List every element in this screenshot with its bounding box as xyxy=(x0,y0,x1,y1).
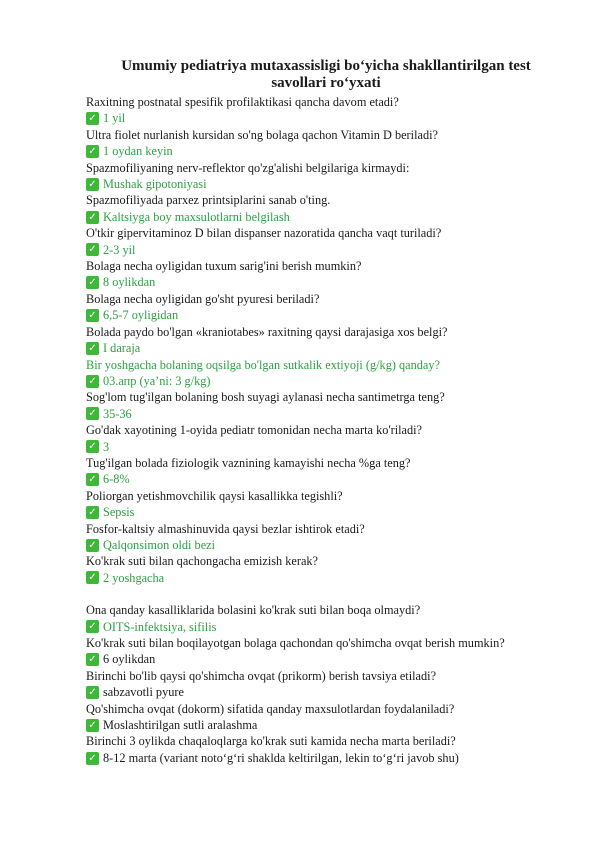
answer-line xyxy=(86,340,556,356)
check-mark-icon: ✓ xyxy=(86,653,99,666)
question-text: Bolaga necha oyligidan go'sht pyuresi beriladi? xyxy=(86,291,320,306)
answer-line xyxy=(86,373,556,389)
check-mark-icon: ✓ xyxy=(86,375,99,388)
question-list-2 xyxy=(86,602,556,766)
question-text: Birinchi 3 oylikda chaqaloqlarga ko'krak suti kamida necha marta beriladi? xyxy=(86,734,456,749)
answer-text: 6-8% xyxy=(103,472,130,487)
question-text: Bolaga necha oyligidan tuxum sarig'ini berish mumkin? xyxy=(86,259,362,274)
answer-text: 1 yil xyxy=(103,111,126,126)
answer-text: 6 oylikdan xyxy=(103,652,156,667)
question-text: Qo'shimcha ovqat (dokorm) sifatida qanday maxsulotlardan foydalaniladi? xyxy=(86,701,455,716)
answer-text: 8-12 marta (variant noto‘g‘ri shaklda keltirilgan, lekin to‘g‘ri javob shu) xyxy=(103,750,459,765)
question-text: Ona qanday kasalliklarida bolasini ko'krak suti bilan boqa olmaydi? xyxy=(86,603,421,618)
page-title: Umumiy pediatriya mutaxassisligi bo‘yicha shakllantirilgan test savollari ro‘yxati xyxy=(121,58,531,91)
answer-text: Mushak gipotoniyasi xyxy=(103,177,207,192)
check-mark-icon: ✓ xyxy=(86,342,99,355)
check-mark-icon: ✓ xyxy=(86,539,99,552)
answer-line xyxy=(86,651,556,667)
answer-text: 35-36 xyxy=(103,406,132,421)
answer-line xyxy=(86,274,556,290)
answer-text: 1 oydan keyin xyxy=(103,144,173,159)
check-mark-icon: ✓ xyxy=(86,506,99,519)
question-text: Bir yoshgacha bolaning oqsilga bo'lgan sutkalik extiyoji (g/kg) qanday? xyxy=(86,357,440,372)
answer-line xyxy=(86,570,556,586)
answer-line xyxy=(86,684,556,700)
question-text: Ultra fiolet nurlanish kursidan so'ng bolaga qachon Vitamin D beriladi? xyxy=(86,127,438,142)
answer-line xyxy=(86,110,556,126)
check-mark-icon: ✓ xyxy=(86,686,99,699)
answer-line xyxy=(86,619,556,635)
question-text: O'tkir gipervitaminoz D bilan dispanser nazoratida qancha vaqt turiladi? xyxy=(86,226,442,241)
check-mark-icon: ✓ xyxy=(86,473,99,486)
answer-line xyxy=(86,471,556,487)
check-mark-icon: ✓ xyxy=(86,407,99,420)
answer-text: Kaltsiyga boy maxsulotlarni belgilash xyxy=(103,209,290,224)
check-mark-icon: ✓ xyxy=(86,440,99,453)
answer-text: Sepsis xyxy=(103,505,135,520)
question-text: Bolada paydo bo'lgan «kraniotabes» raxitning qaysi darajasiga xos belgi? xyxy=(86,324,448,339)
check-mark-icon: ✓ xyxy=(86,719,99,732)
answer-line xyxy=(86,242,556,258)
answer-line xyxy=(86,537,556,553)
check-mark-icon: ✓ xyxy=(86,145,99,158)
answer-text: 2 yoshgacha xyxy=(103,570,165,585)
check-mark-icon: ✓ xyxy=(86,243,99,256)
answer-text: 8 oylikdan xyxy=(103,275,156,290)
check-mark-icon: ✓ xyxy=(86,178,99,191)
section-gap xyxy=(86,586,556,602)
answer-text: Moslashtirilgan sutli aralashma xyxy=(103,718,258,733)
question-text: Spazmofiliyada parxez printsiplarini sanab o'ting. xyxy=(86,193,331,208)
question-text: Go'dak xayotining 1-oyida pediatr tomonidan necha marta ko'riladi? xyxy=(86,423,423,438)
check-mark-icon: ✓ xyxy=(86,620,99,633)
answer-text: I daraja xyxy=(103,341,141,356)
check-mark-icon: ✓ xyxy=(86,752,99,765)
check-mark-icon: ✓ xyxy=(86,276,99,289)
check-mark-icon: ✓ xyxy=(86,112,99,125)
answer-line xyxy=(86,307,556,323)
check-mark-icon: ✓ xyxy=(86,211,99,224)
answer-line xyxy=(86,717,556,733)
question-text: Birinchi bo'lib qaysi qo'shimcha ovqat (prikorm) berish tavsiya etiladi? xyxy=(86,668,437,683)
answer-text: Qalqonsimon oldi bezi xyxy=(103,537,216,552)
answer-line xyxy=(86,750,556,766)
answer-line xyxy=(86,176,556,192)
question-list-1 xyxy=(86,94,556,586)
answer-text: OITS-infektsiya, sifilis xyxy=(103,619,217,634)
question-text: Ko'krak suti bilan qachongacha emizish kerak? xyxy=(86,554,319,569)
question-text: Poliorgan yetishmovchilik qaysi kasallikka tegishli? xyxy=(86,488,343,503)
question-text: Sog'lom tug'ilgan bolaning bosh suyagi aylanasi necha santimetrga teng? xyxy=(86,390,445,405)
answer-line xyxy=(86,439,556,455)
answer-line xyxy=(86,406,556,422)
answer-line xyxy=(86,143,556,159)
answer-text: 3 xyxy=(103,439,110,454)
check-mark-icon: ✓ xyxy=(86,571,99,584)
check-mark-icon: ✓ xyxy=(86,309,99,322)
question-text: Raxitning postnatal spesifik profilaktikasi qancha davom etadi? xyxy=(86,95,399,109)
answer-text: sabzavotli pyure xyxy=(103,685,184,700)
answer-line xyxy=(86,504,556,520)
answer-text: 6,5-7 oyligidan xyxy=(103,308,179,323)
question-text: Ko'krak suti bilan boqilayotgan bolaga qachondan qo'shimcha ovqat berish mumkin? xyxy=(86,636,505,650)
question-text: Spazmofiliyaning nerv-reflektor qo'zg'alishi belgilariga kirmaydi: xyxy=(86,160,410,175)
answer-line xyxy=(86,209,556,225)
answer-text: 2-3 yil xyxy=(103,242,136,257)
question-text: Fosfor-kaltsiy almashinuvida qaysi bezlar ishtirok etadi? xyxy=(86,521,365,536)
answer-text: 03.апр (ya’ni: 3 g/kg) xyxy=(103,373,211,388)
question-text: Tug'ilgan bolada fiziologik vaznining kamayishi necha %ga teng? xyxy=(86,455,411,470)
